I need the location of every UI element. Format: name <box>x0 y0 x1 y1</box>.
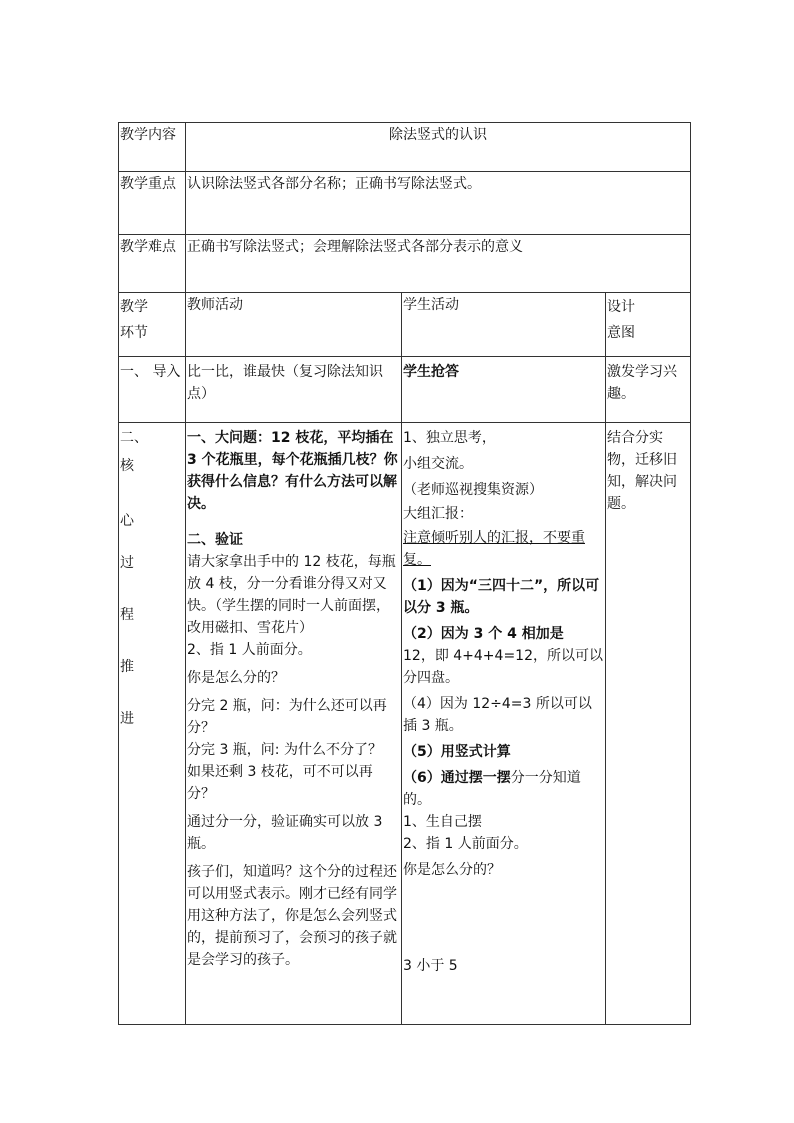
stage-core: 二、 核 心 过 程 推 进 <box>119 423 186 1025</box>
label-content: 教学内容 <box>119 123 186 172</box>
student-intro: 学生抢答 <box>402 357 606 423</box>
student-core: 1、独立思考， 小组交流。 （老师巡视搜集资源） 大组汇报： 注意倾听别人的汇报，不要重复。 （1）因为“三四十二”，所以可以分 3 瓶。 （2）因为 3 个 4 相加是 12，即 4+4+4=12，所以可以分四盘。 （4）因为 12÷4=3 所以可以插 3 瓶。 （5）用竖式计算 （6）通过摆一摆分一分知道的。 1、生自己摆 2、指 1 人前面分。 你是怎么分的？ 3 小于 5 <box>402 423 606 1025</box>
label-key-points: 教学重点 <box>119 172 186 235</box>
header-row <box>119 293 691 357</box>
intent-intro: 激发学习兴趣。 <box>606 357 691 423</box>
row-key-points <box>119 172 691 235</box>
label-difficulties: 教学难点 <box>119 235 186 293</box>
verify-title: 二、验证 <box>187 532 243 548</box>
value-content: 除法竖式的认识 <box>186 123 691 172</box>
header-student: 学生活动 <box>402 293 606 357</box>
header-teacher: 教师活动 <box>186 293 402 357</box>
row-intro <box>119 357 691 423</box>
big-question: 一、大问题：12 枝花，平均插在 3 个花瓶里，每个花瓶插几枝？你获得什么信息？有什么方法可以解决。 <box>187 430 398 512</box>
row-difficulties <box>119 235 691 293</box>
teacher-core: 一、大问题：12 枝花，平均插在 3 个花瓶里，每个花瓶插几枝？你获得什么信息？有什么方法可以解决。 二、验证 请大家拿出手中的 12 枝花，每瓶放 4 枝，分一分看谁分得又对又快。（学生摆的同时一人前面摆，改用磁扣、雪花片） 2、指 1 人前面分。 你是怎么分的？ 分完 2 瓶，问：为什么还可以再分？ 分完 3 瓶，问: 为什么不分了？ 如果还剩 3 枝花，可不可以再分？ 通过分一分，验证确实可以放 3 瓶。 孩子们，知道吗？这个分的过程还可以用竖式表示。刚才已经有同学用这种方法了，你是怎么会列竖式的，提前预习了，会预习的孩子就是会学习的孩子。 <box>186 423 402 1025</box>
header-intent: 设计 意图 <box>606 293 691 357</box>
row-content <box>119 123 691 172</box>
value-difficulties: 正确书写除法竖式；会理解除法竖式各部分表示的意义 <box>186 235 691 293</box>
header-stage: 教学 环节 <box>119 293 186 357</box>
teacher-intro: 比一比，谁最快（复习除法知识点） <box>186 357 402 423</box>
lesson-plan-table <box>118 122 691 1025</box>
value-key-points: 认识除法竖式各部分名称；正确书写除法竖式。 <box>186 172 691 235</box>
stage-intro: 一、 导入 <box>119 357 186 423</box>
row-core <box>119 423 691 1025</box>
intent-core: 结合分实物，迁移旧知，解决问题。 <box>606 423 691 1025</box>
